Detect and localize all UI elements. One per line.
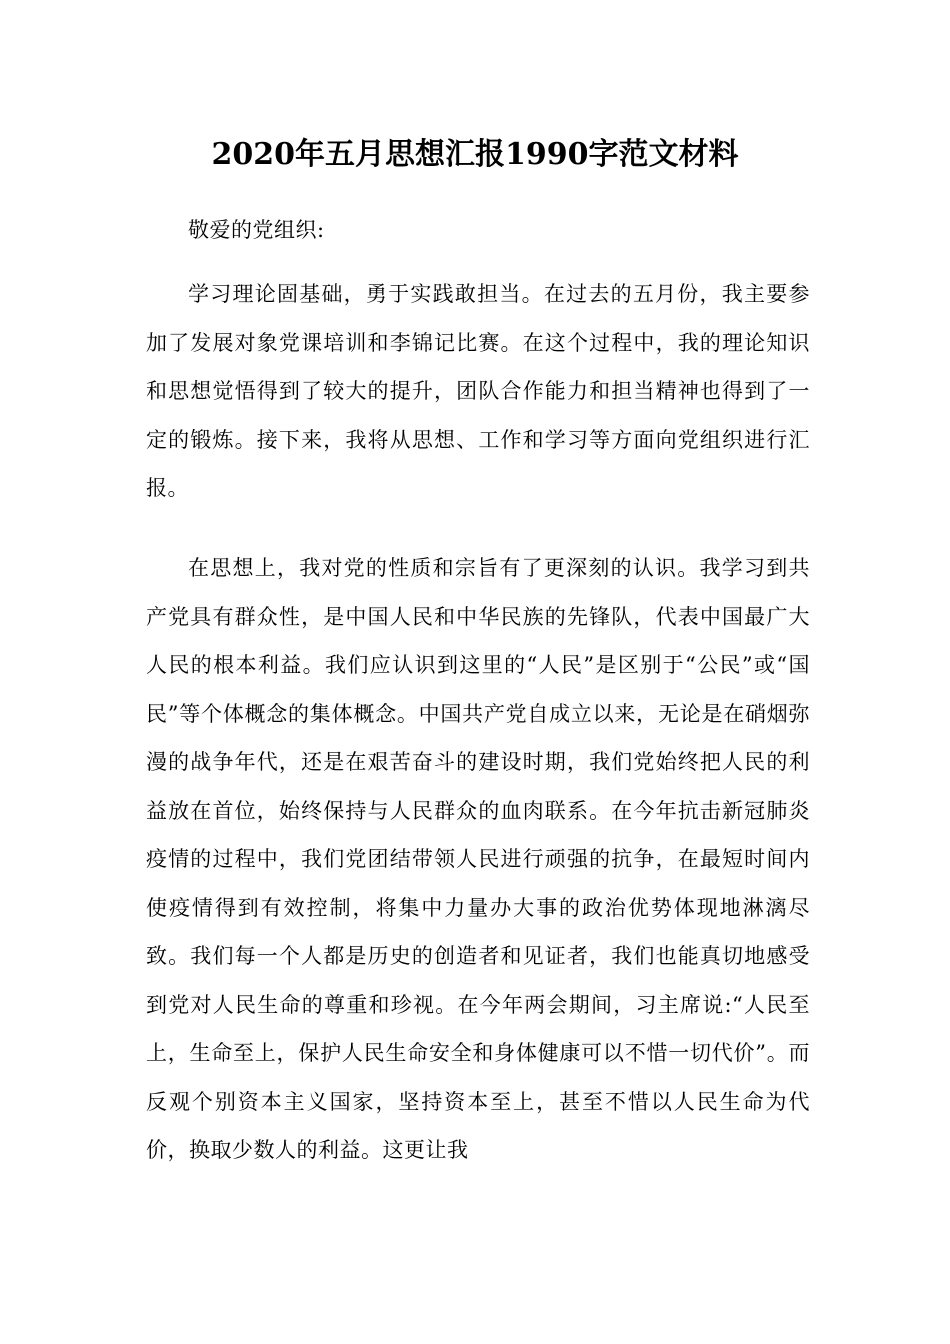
paragraph-2-text: 在思想上，我对党的性质和宗旨有了更深刻的认识。我学习到共产党具有群众性，是中国人民和中华民族的先锋队，代表中国最广大人民的根本利益。我们应认识到这里的“人民”是区别于“公民”或“国民”等个体概念的集体概念。中国共产党自成立以来，无论是在硝烟弥漫的战争年代，还是在艰苦奋斗的建设时期，我们党始终把人民的利益放在首位，始终保持与人民群众的血肉联系。在今年抗击新冠肺炎疫情的过程中，我们党团结带领人民进行顽强的抗争，在最短时间内使疫情得到有效控制，将集中力量办大事的政治优势体现地淋漓尽致。我们每一个人都是历史的创造者和见证者，我们也能真切地感受到党对人民生命的尊重和珍视。在今年两会期间，习主席说:“人民至上，生命至上，保护人民生命安全和身体健康可以不惜一切代价”。而反观个别资本主义国家，坚持资本至上，甚至不惜以人民生命为代价，换取少数人的利益。这更让我 xyxy=(146,556,810,1162)
document-title: 2020年五月思想汇报1990字范文材料 xyxy=(211,137,739,172)
salutation: 敬爱的党组织: xyxy=(188,218,325,242)
paragraph-1-text: 学习理论固基础，勇于实践敢担当。在过去的五月份，我主要参加了发展对象党课培训和李锦记比赛。在这个过程中，我的理论知识和思想觉悟得到了较大的提升，团队合作能力和担当精神也得到了一定的锻炼。接下来，我将从思想、工作和学习等方面向党组织进行汇报。 xyxy=(146,282,810,500)
paragraph-1 xyxy=(146,270,810,513)
paragraph-2 xyxy=(146,544,810,1175)
